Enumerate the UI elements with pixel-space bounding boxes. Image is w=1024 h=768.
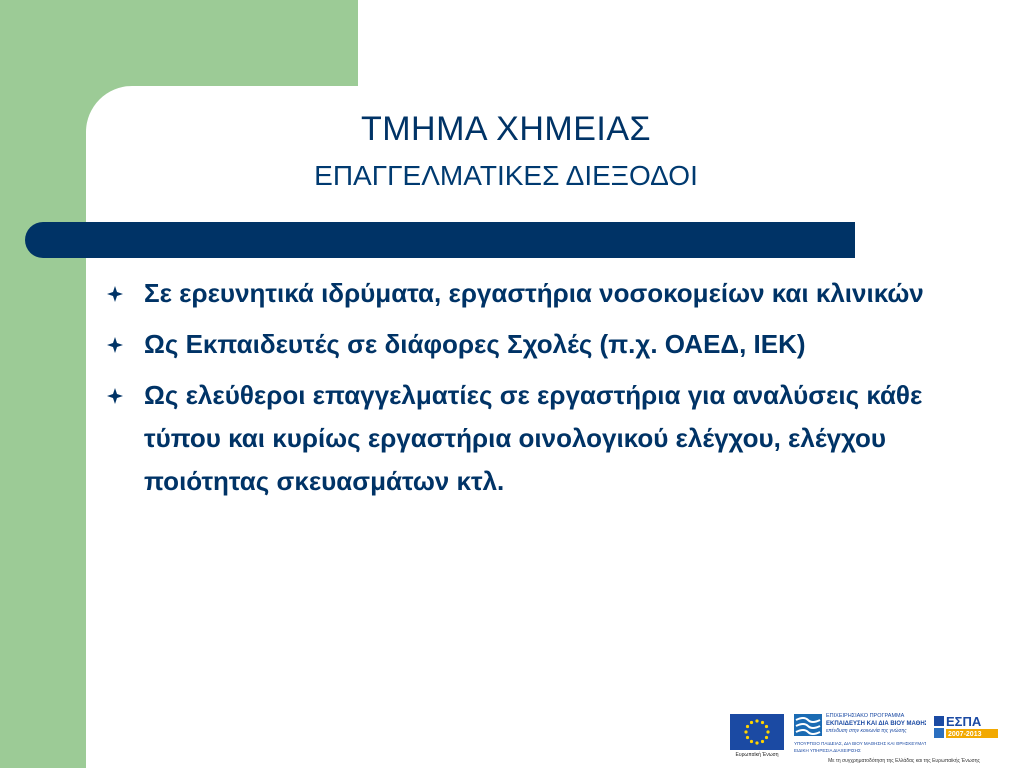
diamond-bullet-icon: [106, 374, 126, 417]
bullet-item: [100, 272, 1000, 315]
diamond-bullet-icon: [106, 323, 126, 366]
eu-flag-logo: [730, 714, 784, 750]
cofunding-note: Με τη συγχρηματοδότηση της Ελλάδας και της Ευρωπαϊκής Ένωσης: [828, 758, 980, 764]
operational-programme-logo: [794, 710, 926, 762]
bullet-list: [100, 272, 1000, 511]
espa-name: ΕΣΠΑ: [946, 714, 982, 729]
op-slogan: επένδυση στην κοινωνία της γνώσης: [826, 728, 907, 734]
bullet-text: Ως ελεύθεροι επαγγελματίες σε εργαστήρια για αναλύσεις κάθε τύπου και κυρίως εργαστήρια οινολογικού ελέγχου, ελέγχου ποιότητας σκευασμάτων κτλ.: [144, 380, 923, 496]
diamond-bullet-icon: [106, 272, 126, 315]
espa-years: 2007-2013: [948, 731, 982, 738]
footer-logos: [730, 708, 1020, 766]
op-title: ΕΠΙΧΕΙΡΗΣΙΑΚΟ ΠΡΟΓΡΑΜΜΑ: [826, 713, 905, 719]
title-underline-bar: [25, 222, 855, 258]
bullet-item: [100, 323, 1000, 366]
op-ministry: ΥΠΟΥΡΓΕΙΟ ΠΑΙΔΕΙΑΣ, ΔΙΑ ΒΙΟΥ ΜΑΘΗΣΗΣ ΚΑΙ ΘΡΗΣΚΕΥΜΑΤΩΝ: [794, 741, 926, 746]
eu-caption: Ευρωπαϊκή Ένωση: [735, 752, 779, 758]
slide-title: ΤΜΗΜΑ ΧΗΜΕΙΑΣ: [360, 110, 652, 148]
slide-subtitle: ΕΠΑΓΓΕΛΜΑΤΙΚΕΣ ΔΙΕΞΟΔΟΙ: [314, 160, 698, 191]
espa-logo: [934, 710, 1000, 750]
bullet-text: Σε ερευνητικά ιδρύματα, εργαστήρια νοσοκομείων και κλινικών: [144, 278, 924, 308]
bullet-text: Ως Εκπαιδευτές σε διάφορες Σχολές (π.χ. ΟΑΕΔ, ΙΕΚ): [144, 329, 806, 359]
op-unit: ΕΙΔΙΚΗ ΥΠΗΡΕΣΙΑ ΔΙΑΧΕΙΡΙΣΗΣ: [794, 748, 861, 753]
op-name: ΕΚΠΑΙΔΕΥΣΗ ΚΑΙ ΔΙΑ ΒΙΟΥ ΜΑΘΗΣΗ: [826, 721, 926, 727]
bullet-item: [100, 374, 1000, 503]
